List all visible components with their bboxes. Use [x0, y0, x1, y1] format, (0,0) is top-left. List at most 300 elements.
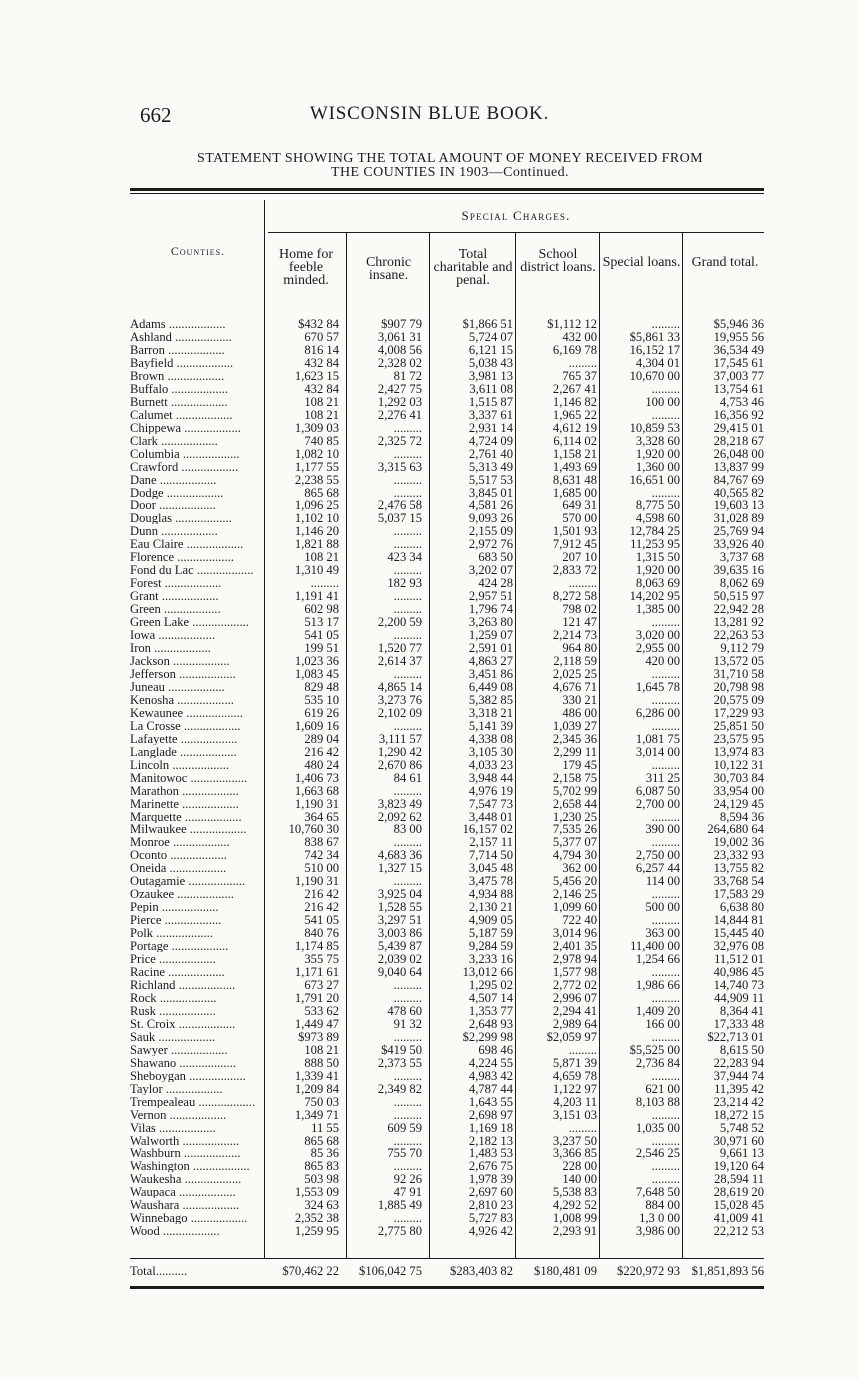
cell-chronic: .........	[393, 537, 422, 552]
cell-school: 6,114 02	[553, 433, 597, 448]
cell-chronic: .........	[393, 1211, 422, 1226]
cell-chronic: 3,823 49	[377, 796, 422, 811]
cell-charitable: 2,157 11	[469, 835, 513, 850]
cell-grand: 19,002 36	[713, 835, 764, 850]
cell-grand: $5,946 36	[713, 317, 764, 331]
cell-charitable: 4,724 09	[468, 433, 513, 448]
cell-home: 1,310 49	[294, 563, 339, 578]
cell-grand: 264,680 64	[707, 822, 764, 837]
cell-home: 1,191 41	[294, 589, 339, 604]
cell-special: .........	[651, 407, 680, 422]
table-row	[130, 901, 764, 913]
cell-home: 85 36	[310, 1146, 339, 1161]
cell-grand: 8,364 41	[719, 1003, 764, 1018]
county-name: Waukesha ..................	[130, 1173, 242, 1186]
table-row	[130, 940, 764, 952]
cell-home: 1,553 09	[294, 1185, 339, 1200]
cell-special: 100 00	[645, 394, 680, 409]
header-bottom-rule	[130, 300, 764, 301]
cell-school: 1,965 22	[552, 407, 597, 422]
county-name: Sauk ..................	[130, 1030, 216, 1043]
county-name: Eau Claire ..................	[130, 538, 244, 551]
cell-charitable: 2,676 75	[468, 1159, 513, 1174]
table-row	[130, 1044, 764, 1056]
cell-charitable: 1,978 39	[468, 1172, 513, 1187]
title-line-2: THE COUNTIES IN 1903—Continued.	[331, 165, 569, 180]
cell-home: 1,096 25	[294, 498, 339, 513]
cell-special: 11,253 95	[630, 537, 680, 552]
cell-special: .........	[651, 913, 680, 928]
cell-grand: 33,954 00	[713, 783, 764, 798]
cell-grand: 33,768 54	[713, 874, 764, 889]
cell-chronic: .........	[393, 472, 422, 487]
cell-special: 4,598 60	[635, 511, 680, 526]
table-row	[130, 862, 764, 874]
cell-special: .........	[651, 965, 680, 979]
county-name: Racine ..................	[130, 966, 225, 978]
cell-charitable: 5,517 53	[468, 472, 513, 487]
total-grand: $1,851,893 56	[691, 1264, 764, 1278]
total-special: $220,972 93	[617, 1264, 680, 1278]
cell-grand: 23,332 93	[713, 848, 764, 863]
cell-school: 330 21	[562, 692, 597, 707]
cell-grand: 8,062 69	[719, 576, 764, 591]
cell-chronic: .........	[393, 1107, 422, 1122]
cell-school: 2,299 11	[553, 744, 597, 759]
cell-school: 4,676 71	[552, 679, 597, 694]
cell-special: 3,014 00	[635, 744, 680, 759]
table-row	[130, 798, 764, 810]
cell-chronic: 2,476 58	[377, 498, 422, 513]
cell-chronic: 2,427 75	[377, 381, 422, 396]
cell-school: 7,912 45	[552, 537, 597, 552]
cell-special: 884 00	[645, 1198, 680, 1213]
county-name: Buffalo ..................	[130, 382, 229, 395]
total-row	[130, 1264, 764, 1278]
header-total-charitable-penal: Total charitable and penal.	[433, 247, 513, 288]
cell-charitable: 5,141 39	[468, 718, 513, 733]
cell-grand: $22,713 01	[707, 1029, 764, 1044]
county-name: Barron ..................	[130, 343, 225, 356]
cell-home: 1,259 95	[294, 1224, 339, 1239]
cell-school: 1,230 25	[552, 809, 597, 824]
cell-grand: 17,583 29	[713, 887, 764, 902]
cell-chronic: 91 32	[393, 1016, 422, 1031]
header-special-loans: Special loans.	[602, 255, 681, 270]
cell-home: 1,339 41	[294, 1068, 339, 1083]
cell-home: 1,102 10	[294, 511, 339, 526]
county-name: Waupaca ..................	[130, 1186, 236, 1199]
cell-special: 3,986 00	[635, 1224, 680, 1239]
cell-grand: 13,754 61	[713, 381, 764, 396]
cell-school: 798 02	[562, 602, 597, 617]
cell-school: 2,833 72	[552, 563, 597, 578]
cell-chronic: .........	[393, 1094, 422, 1109]
cell-special: 2,955 00	[635, 641, 680, 655]
county-name: Langlade ..................	[130, 745, 237, 758]
cell-chronic: 1,520 77	[377, 641, 422, 655]
cell-charitable: 4,934 88	[468, 887, 513, 902]
cell-grand: 20,798 98	[713, 679, 764, 694]
table-row	[130, 1083, 764, 1095]
cell-charitable: 4,033 23	[468, 757, 513, 772]
county-name: Walworth ..................	[130, 1134, 240, 1147]
cell-chronic: 2,325 72	[377, 433, 422, 448]
cell-special: 114 00	[645, 874, 680, 889]
cell-school: 7,535 26	[552, 822, 597, 837]
cell-chronic: .........	[393, 628, 422, 642]
table-row	[130, 1135, 764, 1147]
county-name: Pepin ..................	[130, 901, 219, 914]
county-name: Green Lake ..................	[130, 616, 249, 629]
cell-home: 510 00	[304, 861, 339, 876]
special-charges-rule	[268, 232, 764, 233]
table-row	[130, 564, 764, 576]
cell-special: 8,063 69	[635, 576, 680, 591]
cell-special: .........	[651, 757, 680, 772]
county-name: Iowa ..................	[130, 629, 216, 641]
cell-special: .........	[651, 718, 680, 733]
cell-special: 16,651 00	[629, 472, 680, 487]
county-name: Oconto ..................	[130, 849, 227, 862]
cell-grand: 50,515 97	[713, 589, 764, 604]
cell-school: 1,501 93	[552, 524, 597, 539]
cell-chronic: 609 59	[387, 1120, 422, 1135]
cell-home: 364 65	[304, 809, 339, 824]
header-home-feeble-minded: Home for feeble minded.	[278, 247, 334, 288]
table-row	[130, 344, 764, 356]
cell-home: 619 26	[304, 705, 339, 720]
cell-special: 1,645 78	[635, 679, 680, 694]
cell-chronic: 83 00	[393, 822, 422, 837]
cell-home: 1,083 45	[294, 666, 339, 681]
cell-home: 673 27	[304, 978, 339, 992]
cell-home: 1,209 84	[294, 1081, 339, 1096]
county-name: Juneau ..................	[130, 680, 225, 693]
table-row	[130, 512, 764, 524]
cell-grand: 14,844 81	[713, 913, 764, 928]
cell-school: 4,203 11	[553, 1094, 597, 1109]
cell-charitable: 3,451 86	[468, 666, 513, 681]
cell-chronic: 182 93	[387, 576, 422, 591]
cell-home: 1,406 73	[294, 770, 339, 785]
cell-grand: 30,703 84	[713, 770, 764, 785]
cell-school: 3,014 96	[552, 926, 597, 941]
cell-special: .........	[651, 1068, 680, 1083]
cell-home: 1,449 47	[294, 1016, 339, 1031]
table-row	[130, 1096, 764, 1108]
cell-school: 1,039 27	[552, 718, 597, 733]
cell-home: .........	[310, 576, 339, 591]
cell-charitable: 13,012 66	[462, 965, 513, 979]
county-name: Washburn ..................	[130, 1147, 241, 1160]
county-name: Washington ..................	[130, 1160, 250, 1173]
cell-grand: 30,971 60	[713, 1133, 764, 1148]
cell-charitable: 4,976 19	[468, 783, 513, 798]
cell-grand: 17,229 93	[713, 705, 764, 720]
cell-school: .........	[568, 355, 597, 370]
cell-school: 8,272 58	[552, 589, 597, 604]
cell-school: 228 00	[562, 1159, 597, 1174]
total-label: Total..........	[130, 1264, 188, 1278]
cell-grand: 13,755 82	[713, 861, 764, 876]
cell-school: 1,122 97	[552, 1081, 597, 1096]
cell-special: 1,360 00	[635, 459, 680, 474]
cell-chronic: 4,008 56	[377, 342, 422, 357]
cell-home: 11 55	[311, 1120, 339, 1135]
cell-charitable: 2,182 13	[468, 1133, 513, 1148]
cell-grand: 5,748 52	[719, 1120, 764, 1135]
county-name: Winnebago ..................	[130, 1212, 248, 1225]
cell-grand: 15,028 45	[713, 1198, 764, 1213]
table-row	[130, 811, 764, 823]
cell-grand: 20,575 09	[713, 692, 764, 707]
special-charges-header: Special Charges.	[461, 208, 571, 223]
cell-home: 865 83	[304, 1159, 339, 1174]
cell-special: .........	[651, 1172, 680, 1187]
cell-chronic: 1,327 15	[377, 861, 422, 876]
cell-chronic: 2,092 62	[377, 809, 422, 824]
cell-grand: 17,545 61	[713, 355, 764, 370]
table-row	[130, 720, 764, 732]
county-name: Sheboygan ..................	[130, 1069, 246, 1082]
cell-grand: 40,986 45	[713, 965, 764, 979]
cell-chronic: 3,925 04	[377, 887, 422, 902]
table-row	[130, 499, 764, 511]
cell-school: 4,659 78	[552, 1068, 597, 1083]
cell-grand: 23,575 95	[713, 731, 764, 746]
cell-chronic: 92 26	[393, 1172, 422, 1187]
cell-home: 1,146 20	[294, 524, 339, 539]
table-row	[130, 772, 764, 784]
cell-charitable: 2,761 40	[468, 446, 513, 461]
total-charitable: $283,403 82	[450, 1264, 513, 1278]
statement-title	[130, 152, 770, 180]
county-name: Outagamie ..................	[130, 875, 246, 888]
table-row	[130, 551, 764, 563]
county-name: Ashland ..................	[130, 331, 232, 343]
table-row	[130, 875, 764, 887]
county-name: Columbia ..................	[130, 447, 240, 460]
county-name: Douglas ..................	[130, 512, 232, 525]
cell-home: 840 76	[304, 926, 339, 941]
cell-home: 1,309 03	[294, 420, 339, 435]
county-name: Forest ..................	[130, 577, 222, 590]
cell-school: 1,158 21	[552, 446, 597, 461]
cell-school: 8,631 48	[552, 472, 597, 487]
cell-home: 1,023 36	[294, 654, 339, 668]
cell-special: 7,648 50	[635, 1185, 680, 1200]
cell-home: 432 84	[304, 355, 339, 370]
cell-charitable: 1,295 02	[468, 978, 513, 992]
table-row	[130, 1122, 764, 1134]
cell-school: 362 00	[562, 861, 597, 876]
cell-grand: 18,272 15	[713, 1107, 764, 1122]
table-row	[130, 836, 764, 848]
county-name: Lincoln ..................	[130, 758, 229, 771]
cell-chronic: 755 70	[387, 1146, 422, 1161]
cell-special: 1,920 00	[635, 563, 680, 578]
cell-home: 888 50	[304, 1055, 339, 1070]
cell-special: .........	[651, 666, 680, 681]
cell-charitable: 6,121 15	[468, 342, 513, 357]
cell-home: 1,609 16	[294, 718, 339, 733]
cell-school: 3,151 03	[552, 1107, 597, 1122]
cell-home: 541 05	[304, 913, 339, 928]
table-row	[130, 487, 764, 499]
cell-school: 4,794 30	[552, 848, 597, 863]
county-name: Polk ..................	[130, 927, 213, 940]
cell-school: 4,612 19	[552, 420, 597, 435]
cell-home: 1,190 31	[294, 796, 339, 811]
cell-charitable: 3,318 21	[468, 705, 513, 720]
table-row	[130, 577, 764, 589]
cell-chronic: 81 72	[393, 368, 422, 383]
cell-grand: 15,445 40	[713, 926, 764, 941]
cell-grand: 33,926 40	[713, 537, 764, 552]
cell-home: 1,171 61	[294, 965, 339, 979]
cell-special: .........	[651, 990, 680, 1005]
table-row	[130, 422, 764, 434]
county-name: Rock ..................	[130, 991, 217, 1004]
cell-school: 5,377 07	[552, 835, 597, 850]
county-name: Kenosha ..................	[130, 693, 234, 706]
table-row	[130, 992, 764, 1004]
cell-grand: 4,753 46	[719, 394, 764, 409]
cell-charitable: 1,796 74	[468, 602, 513, 617]
cell-chronic: 1,292 03	[377, 394, 422, 409]
cell-school: 2,293 91	[552, 1224, 597, 1239]
cell-charitable: 2,957 51	[468, 589, 513, 604]
cell-home: 1,082 10	[294, 446, 339, 461]
cell-home: 1,190 31	[294, 874, 339, 889]
cell-chronic: .........	[393, 666, 422, 681]
cell-home: 216 42	[304, 900, 339, 915]
cell-special: 1,986 66	[635, 978, 680, 992]
cell-school: 6,169 78	[552, 342, 597, 357]
cell-special: .........	[651, 1159, 680, 1174]
cell-chronic: .........	[393, 589, 422, 604]
table-row	[130, 525, 764, 537]
cell-school: 179 45	[562, 757, 597, 772]
cell-charitable: 4,926 42	[468, 1224, 513, 1239]
county-name: Adams ..................	[130, 318, 226, 330]
cell-grand: 31,028 89	[713, 511, 764, 526]
cell-charitable: 4,909 05	[468, 913, 513, 928]
cell-special: $5,525 00	[629, 1042, 680, 1057]
cell-grand: 22,283 94	[713, 1055, 764, 1070]
county-name: Kewaunee ..................	[130, 706, 243, 719]
cell-school: 2,025 25	[552, 666, 597, 681]
cell-chronic: 2,200 59	[377, 615, 422, 630]
cell-grand: 22,942 28	[713, 602, 764, 617]
table-row	[130, 1147, 764, 1159]
cell-home: 533 62	[304, 1003, 339, 1018]
cell-school: 3,237 50	[552, 1133, 597, 1148]
cell-charitable: 424 28	[478, 576, 513, 591]
county-name: Calumet ..................	[130, 408, 233, 421]
cell-special: .........	[651, 1107, 680, 1122]
county-name: Milwaukee ..................	[130, 823, 247, 836]
cell-special: .........	[651, 317, 680, 331]
cell-home: 503 98	[304, 1172, 339, 1187]
county-name: Marinette ..................	[130, 797, 239, 810]
cell-school: 1,685 00	[552, 485, 597, 500]
county-name: Taylor ..................	[130, 1082, 223, 1095]
cell-chronic: 47 91	[393, 1185, 422, 1200]
cell-chronic: .........	[393, 485, 422, 500]
cell-home: 108 21	[304, 1042, 339, 1057]
cell-charitable: $2,299 98	[462, 1029, 513, 1044]
cell-chronic: .........	[393, 1068, 422, 1083]
county-name: Chippewa ..................	[130, 421, 241, 434]
cell-chronic: 4,865 14	[377, 679, 422, 694]
cell-chronic: .........	[393, 835, 422, 850]
cell-special: 10,859 53	[629, 420, 680, 435]
cell-school: 207 10	[562, 550, 597, 565]
cell-grand: 84,767 69	[713, 472, 764, 487]
cell-charitable: 5,187 59	[468, 926, 513, 941]
county-name: Vilas ..................	[130, 1121, 216, 1134]
county-name: Vernon ..................	[130, 1108, 227, 1121]
county-name: Dunn ..................	[130, 525, 218, 538]
cell-special: .........	[651, 1029, 680, 1044]
cell-grand: 24,129 45	[713, 796, 764, 811]
cell-school: 1,146 82	[552, 394, 597, 409]
cell-grand: 39,635 16	[713, 563, 764, 578]
cell-special: 420 00	[645, 654, 680, 668]
table-row	[130, 1212, 764, 1224]
cell-special: 390 00	[645, 822, 680, 837]
cell-chronic: 2,614 37	[377, 654, 422, 668]
cell-school: 2,401 35	[552, 939, 597, 954]
cell-special: .........	[651, 835, 680, 850]
cell-home: 750 03	[304, 1094, 339, 1109]
cell-chronic: 3,111 57	[378, 731, 422, 746]
cell-special: 16,152 17	[629, 342, 680, 357]
top-thin-rule	[130, 193, 764, 194]
header-grand-total: Grand total.	[691, 255, 759, 270]
table-row	[130, 785, 764, 797]
cell-charitable: 4,507 14	[468, 990, 513, 1005]
cell-grand: 17,333 48	[713, 1016, 764, 1031]
cell-grand: 28,619 20	[713, 1185, 764, 1200]
cell-charitable: 3,611 08	[469, 381, 513, 396]
cell-special: 500 00	[645, 900, 680, 915]
cell-school: 964 80	[562, 641, 597, 655]
cell-home: 1,349 71	[294, 1107, 339, 1122]
cell-home: 742 34	[304, 848, 339, 863]
cell-grand: 8,615 50	[719, 1042, 764, 1057]
table-row	[130, 603, 764, 615]
cell-special: 3,020 00	[635, 628, 680, 642]
county-name: Clark ..................	[130, 434, 218, 447]
cell-home: 289 04	[304, 731, 339, 746]
cell-school: .........	[568, 576, 597, 591]
cell-school: 5,871 39	[552, 1055, 597, 1070]
cell-home: 670 57	[304, 330, 339, 344]
cell-chronic: 2,775 80	[377, 1224, 422, 1239]
table-row	[130, 681, 764, 693]
cell-charitable: 2,931 14	[468, 420, 513, 435]
cell-home: 865 68	[304, 1133, 339, 1148]
cell-charitable: 1,353 77	[468, 1003, 513, 1018]
cell-charitable: 1,259 07	[468, 628, 513, 642]
table-row	[130, 1173, 764, 1185]
cell-school: 2,294 41	[552, 1003, 597, 1018]
cell-special: 363 00	[645, 926, 680, 941]
cell-charitable: 4,787 44	[468, 1081, 513, 1096]
